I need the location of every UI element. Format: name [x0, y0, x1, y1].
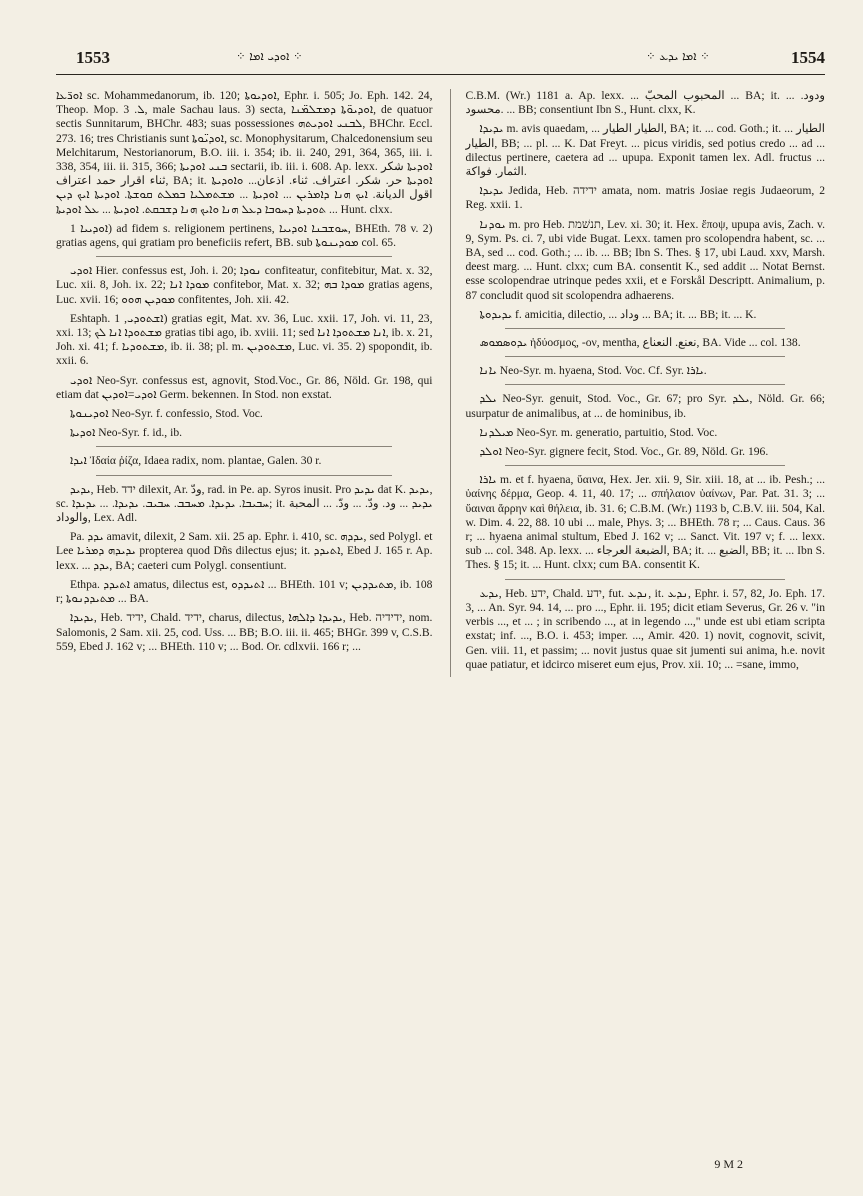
entry-paragraph: ܐܘܕܝܬܐ Neo-Syr. f. id., ib.	[70, 426, 183, 440]
entry-paragraph: ܝܕܝܕ, Heb. ידד dilexit, Ar. ودّ, rad. in Pe. ap. Syros inusit. Pro ܝܕܝܕ dat K. ܝܕܝܕ, sc. ܚܒܝܒܐ. ܝܕܝܕܐ. ܡܚܒܒ. ܚܒܝܒ. ܝܕܝܕܐ. ... ܝܕܝܕܐ; it. ܝܕܝܕ ... ود. ودّ. ... ودّ. ... المحبة والوداد, Lex. Adl.	[56, 482, 433, 525]
text-columns	[56, 89, 825, 677]
entry-paragraph: Ethpa. ܐܬܝܕܕ amatus, dilectus est, ܐܬܝܕܕܘ ... BHEth. 101 v; ܡܬܝܕܕܝܢ, ib. 108 r; ܡܬܝܕܕܢܘܬܐ ... BA.	[56, 577, 433, 606]
entry-paragraph: ܝܕܘܣܡܘܣ ἡδύοσμος, -ον, mentha, نعنع. النعناع, BA. Vide ... col. 138.	[479, 336, 801, 350]
entry-paragraph: ܝܕܝܕܐ Jedida, Heb. ידידה amata, nom. matris Josiae regis Judaeorum, 2 Reg. xxii. 1.	[465, 184, 825, 212]
running-head-right: ⁘ ܐܡܐ ܝܕܥ ⁘	[646, 49, 710, 63]
section-divider	[96, 475, 392, 476]
running-head-left: ⁘ ܐܘܕܝ ܐܡܐ ⁘	[236, 49, 303, 63]
section-divider	[505, 356, 785, 357]
entry-paragraph: ܝܐܢܐ Neo-Syr. m. hyaena, Stod. Voc. Cf. Syr. ܝܐܪܐ.	[479, 364, 707, 378]
entry-paragraph: ܝܕܝܕܐ m. avis quaedam, ... الطيار الطيار, BA; it. ... cod. Goth.; it. ... الطيار الطيار, BB; ... pl. ... K. Dat Freyt. ... picus viridis, sed potius credo ... ad ... dilectus pertinere, caetera ad ... upupa. Exponit tamen lex. Adl. fructus ... الثمار. فواكة.	[465, 122, 825, 179]
page-header	[56, 46, 825, 75]
left-column	[56, 89, 432, 677]
entry-paragraph: ܝܕܝܕܘܬܐ f. amicitia, dilectio, ... وداد ... BA; it. ... BB; it. ... K.	[479, 307, 757, 321]
entry-paragraph: ܝܐܪܐ m. et f. hyaena, ὕαινα, Hex. Jer. xii. 9, Sir. xiii. 18, at ... ib. Pesh.; ... ὑαίνης δέρμα, Geop. 4. 11, 40. 17; ... σπήλαιον ὑαίνων, Par. Pat. 31. 3; ... ὕαιναι ἄρρην καὶ θήλεια, ib. 31. 6; C.B.M. (Wr.) 1193 b, C.B.V. iii. 504, Kal. w. Dim. 4. 22, 88. 10 ubi ... male, Phys. 3; ... BHEth. 78 r; ... Caus. Caus. 36 r; ... hyaena animal stultum, Ebed J. 162 v; ... Sanct. Vit. 197 v; f. ... lexx. sub ... col. 348. Ap. lexx. ... الضبعة العرجاء, BA; it. ... الضبع, BB; it. ... Ibn S. Thes. § 15; it. ... Hunt. clxx; cum BA. consentit K.	[465, 473, 825, 572]
section-divider	[505, 328, 785, 329]
entry-paragraph: ܐܘܕܝܝܐ 1) ad fidem s. religionem pertinens, ܚܘܫܒܢܐ ܐܘܕܝܝܐ, BHEth. 78 v. 2) gratias agens, qui gratiam pro beneficiis refert, BB. sub ܡܘܕܝܢܘܬܐ col. 65.	[56, 221, 433, 250]
entry-paragraph: ܡܝܠܕܢܐ Neo-Syr. m. generatio, partuitio, Stod. Voc.	[479, 425, 718, 439]
right-column	[450, 89, 825, 677]
page-number-right: 1554	[791, 48, 825, 67]
entry-paragraph: ܐܘܠܕ Neo-Syr. gignere fecit, Stod. Voc., Gr. 89, Nöld. Gr. 196.	[479, 445, 769, 459]
page-number-left: 1553	[76, 48, 110, 67]
entry-paragraph: ܝܠܕ Neo-Syr. genuit, Stod. Voc., Gr. 67; pro Syr. ܝܠܕ, Nöld. Gr. 66; usurpatur de animalibus, at ... de hominibus, ib.	[465, 392, 825, 420]
entry-paragraph: ܐܘܪ̈ܥܐ sc. Mohammedanorum, ib. 120; ܐܘܕܝܘܬܐ, Ephr. i. 505; Jo. Eph. 142. 24, Theop. Mop. ܠ. 3, male Sachau laus. 3) secta, ܐܘܕܝܘ̈ܬܐ ܕܡܫܠܡ̈ܢܐ, de quatuor sectis Sunnitarum, BHChr. 483; suas possessiones ܠܒܢܝ ܐܘܕܝܬܗ, BHChr. Eccl. 273. 16; tres Christianis sunt ܐܘܕܝ̈ܘܬܐ, sc. Monophysitarum, Chalcedonensium seu Melchitarum, Nestorianorum, B.O. iii. i. 354; ib. ii. 240, 291, 364, 365, iii. i. 338, 354, iii. ii. 315, 366; ܒܢܝ ܐܘܕܝܬܐ sectarii, ib. iii. i. 608. Ap. lexx. ܐܘܕܝܬܐ شكر ثناء اقرار حمد اعتراف, BA; it. ܐܘܕܝܬܐ حر. شكر. اعتراف. ثناء. اذعان... ܘܐܘܕܝܬܐ اقول الديانة. ܐܝܟ ܗܢܐ ܕܐܡܪܝܢ ... ܐܘܕܝܬܐ ... ܡܫܬܡܠܝܐ ܒܡܠܬ ܩܘܫܬܐ. ܐܘܕܝܬܐ ܐܝܟ ܕܝܢ ܬܘܕܝܬܐ ܕܚܘܒܐ ܕܥܠ ܗܢܐ ܘܐܝܟ ܗܢܐ ܕܫܒܩܬ. ܐܘܕܝܬܐ ... ܥܠ ܐܘܕܝܬܐ ... Hunt. clxx.	[56, 89, 433, 216]
entry-paragraph: ܝܕܝܕܐ, Heb. ידיד, Chald. ידיד, charus, dilectus, ܝܕܝܕܐ ܕܐܠܗܐ, Heb. ידידיה, nom. Salomonis, 2 Sam. xii. 25, cod. Uss. ... BB; B.O. iii. ii. 465; BHGr. 399 v, C.S.B. 559, Ebed J. 162 v; ... BHEth. 110 v; ... Bod. Or. cdlxvii. 166 r; ...	[56, 611, 433, 653]
signature-mark: 9 M 2	[714, 1157, 743, 1171]
entry-paragraph: ܝܘܕܢܐ m. pro Heb. תנשׁמת, Lev. xi. 30; it. Hex. ἔποψ, upupa avis, Zach. v. 9, Sym. Ps. ci. 7, ubi vide Bugat. Lexx. tamen pro scolopendra habent, sc. ... BA, sed ... cod. Goth.; ... ib. ... BB; Ibn S. Thes. § 17, ubi Laud. xxv, Marsh. deest marg. ... Hunt. clxx; cum BA. consentit K., sed addit ... Notat Bernst. esse scolopendrae utrinque pedes xxii, et e Forskål Descriptt. Animalium, p. 87 concludit quod sit scolopendra adhaerens.	[465, 217, 825, 302]
entry-paragraph: Eshtaph. ܐܫܬܘܕܝ, 1) gratias egit, Mat. xv. 36, Luc. xxii. 17, Joh. vi. 11, 23, xxi. 13; ܡܫܬܘܕܐ ܐܢܐ ܠܟ gratias tibi ago, ib. xviii. 11; sed ܐܢܐ ܡܫܬܘܕܐ ܐܢܐ, ib. x. 21, Joh. xi. 41; f. ܡܫܬܘܕܝܐ, ib. ii. 38; pl. m. ܡܫܬܘܕܝܢ, Luc. vi. 35. 2) spopondit, ib. xxii. 6.	[56, 311, 433, 368]
entry-paragraph: Pa. ܝܕܕ amavit, dilexit, 2 Sam. xii. 25 ap. Ephr. i. 410, sc. ܝܕܕܗ, sed Polygl. et Lee ܝܕܝܕܗ ܕܡܪܝܐ propterea quod Dñs dilectus ejus; it. ܐܬܝܕܕ, Ebed J. 165 r. Ap. lexx. ... ܝܕܕ, BA; caeteri cum Polygl. consentiunt.	[56, 530, 433, 572]
entry-paragraph: C.B.M. (Wr.) 1181 a. Ap. lexx. ... المحبوب المحبّ ... BA; it. ... ودود. محسود. ... BB; consentiunt Ibn S., Hunt. clxx, K.	[465, 89, 825, 117]
section-divider	[96, 256, 392, 257]
section-divider	[96, 446, 392, 447]
entry-paragraph: ܐܘܕܝܢܘܬܐ Neo-Syr. f. confessio, Stod. Voc.	[70, 407, 263, 421]
section-divider	[505, 579, 785, 580]
entry-paragraph: ܐܝܕܐ Ἰδαία ῥίζα, Idaea radix, nom. plantae, Galen. 30 r.	[70, 454, 322, 468]
entry-paragraph: ܝܕܥ, Heb. ידע, Chald. ידע, fut. ܢܕܥ, it. ܢܕܥ, Ephr. i. 57, 82, Jo. Eph. 17. 3, ... An. Syr. 94. 14, ... pro ..., Ephr. ii. 195; dicit etiam Severus, Gr. 26 v. "in verbis ..., et ... ; in scribendo ..., at in legendo ...," unde est ubi etiam scripta exstat; inf. ..., B.O. i. 453; imper. ..., Amir. 420. 1) novit, cognovit, scivit, Gen. viii. 11, et passim; ... novit justus quae sit jumenti sui anima, h.e. novit quae patiatur, et idcirco miseret eum ejus, Prov. xii. 10; ... =sane, immo,	[465, 586, 825, 671]
section-divider	[505, 465, 785, 466]
section-divider	[505, 384, 785, 385]
entry-paragraph: ܐܘܕܝ Neo-Syr. confessus est, agnovit, Stod.Voc., Gr. 86, Nöld. Gr. 198, qui etiam dat ܐܘܕܝ=ܐܘܕܝܢ Germ. bekennen. In Stod. non exstat.	[56, 373, 433, 401]
entry-paragraph: ܐܘܕܝ Hier. confessus est, Joh. i. 20; ܢܘܕܐ confiteatur, confitebitur, Mat. x. 32, Luc. xii. 8, Joh. ix. 22; ܡܘܕܐ ܐܢܐ confitebor, Mat. x. 32; ܡܘܕܐ ܒܗ gratias agens, Luc. xvii. 16; ܡܘܕܝܢ ܗܘܘ confitentes, Joh. xii. 42.	[56, 264, 433, 306]
